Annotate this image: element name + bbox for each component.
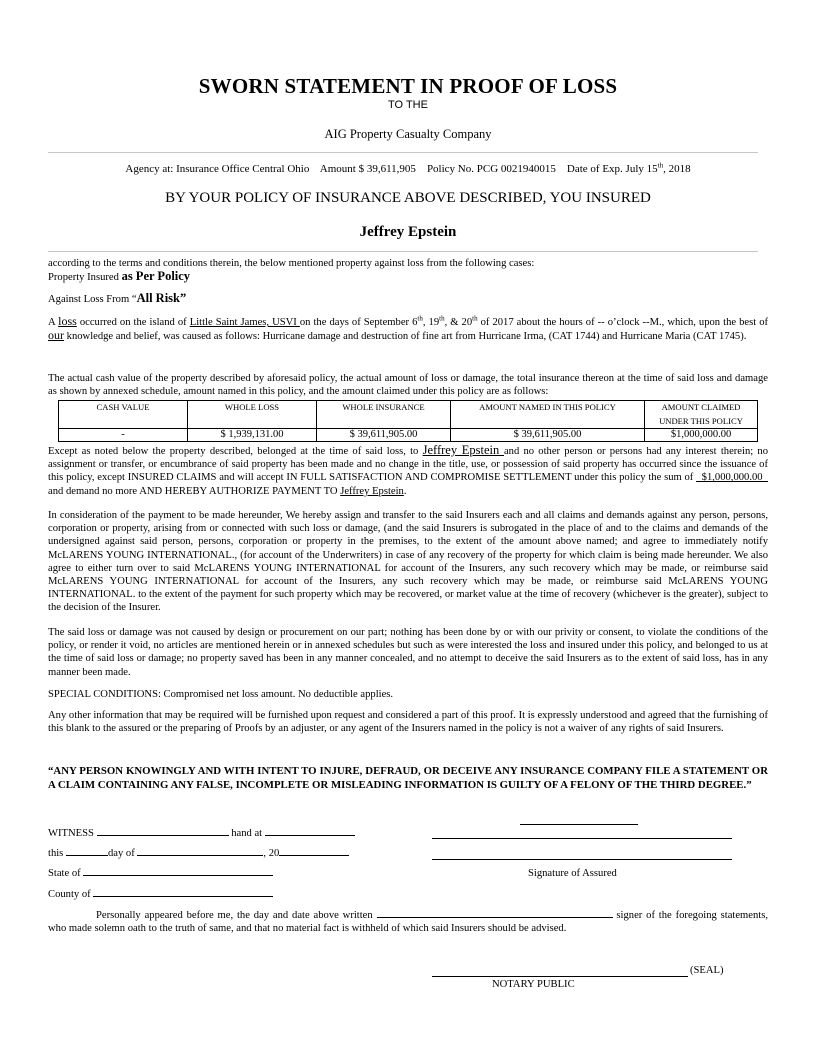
state-field[interactable] bbox=[83, 875, 273, 876]
county-field[interactable] bbox=[93, 896, 273, 897]
amount-claimed-cell: $1,000,000.00 bbox=[645, 429, 758, 442]
county-line: County of bbox=[48, 888, 378, 901]
other-info-paragraph: Any other information that may be required will be furnished upon request and considered a part of this proof. It is expressly understood and agreed that the furnishing of this blank to the assured or the preparing of Proofs by an adjuster, or any agent of the Insurers named in the policy is not a waiver of any rights of said Insurers. bbox=[48, 710, 768, 735]
hand-at-field[interactable] bbox=[265, 835, 355, 836]
divider bbox=[48, 251, 758, 252]
state-line: State of bbox=[48, 867, 378, 880]
divider bbox=[48, 152, 758, 153]
to-the-label: TO THE bbox=[388, 99, 428, 111]
witness-field[interactable] bbox=[97, 835, 229, 836]
loss-paragraph: A loss occurred on the island of Little Saint James, USVI on the days of September 6th, 19th, & 20th of 2017 about the hours of -- o’clock --M., which, upon the best of our knowledge and belief, was caused as follows: Hurricane damage and destruction of fine art from Hurricane Irma, (CAT 1744) and Hurricane Maria (CAT 1745). bbox=[48, 314, 769, 343]
fraud-warning: “ANY PERSON KNOWINGLY AND WITH INTENT TO INJURE, DEFRAUD, OR DECEIVE ANY INSURANCE COMPANY FILE A STATEMENT OR A CLAIM CONTAINING ANY FALSE, INCOMPLETE OR MISLEADING INFORMATION IS GUILTY OF A FELONY OF THE THIRD DEGREE.” bbox=[48, 765, 768, 791]
year-field[interactable] bbox=[279, 855, 349, 856]
signature-line[interactable] bbox=[432, 859, 732, 860]
insurer-company: AIG Property Casualty Company bbox=[324, 127, 492, 141]
amount-text: Amount $ 39,611,905 bbox=[319, 163, 416, 175]
insured-heading: BY YOUR POLICY OF INSURANCE ABOVE DESCRIBED, YOU INSURED bbox=[165, 190, 651, 206]
expiration-date: Date of Exp. July 15th, 2018 bbox=[566, 161, 691, 175]
notary-paragraph: Personally appeared before me, the day and date above written signer of the foregoing statements, who made solemn oath to the truth of same, and that no material fact is withheld of which said Insurers should be advised. bbox=[48, 910, 768, 935]
owner-name: Jeffrey Epstein bbox=[422, 443, 504, 457]
date-line: this day of , 20 bbox=[48, 847, 378, 860]
header-amount-named: AMOUNT NAMED IN THIS POLICY bbox=[451, 401, 645, 429]
amount-named-cell: $ 39,611,905.00 bbox=[451, 429, 645, 442]
design-paragraph: The said loss or damage was not caused by design or procurement on our part; nothing has been done by or with our privity or consent, to violate the conditions of the policy, or render it void, no articles are mentioned herein or in annexed schedules but such as were interested the loss and insured under this policy, and belonged to us at the time of said loss or damage; no property saved has been in any manner concealed, and no attempt to deceive the said Insurers as to the extent of said loss, has in any manner been made. bbox=[48, 627, 768, 678]
policy-number: Policy No. PCG 0021940015 bbox=[426, 163, 556, 175]
whole-loss-cell: $ 1,939,131.00 bbox=[188, 429, 317, 442]
signature-of-assured-label: Signature of Assured bbox=[528, 868, 617, 879]
loss-location: Little Saint James, USVI bbox=[189, 317, 300, 328]
whole-insurance-cell: $ 39,611,905.00 bbox=[317, 429, 451, 442]
except-paragraph: Except as noted below the property described, belonged at the time of said loss, to Jeffrey Epstein and no other person or persons had any interest therein; no assignment or transfer, or encumbrance of said property has been made and no change in the title, use, or possession of said property has occurred since the issuance of this policy, except INSURED CLAIMS and will accept IN FULL SATISFACTION AND COMPROMISE SETTLEMENT under this policy the sum of $1,000,000.00 and demand no more AND HEREBY AUTHORIZE PAYMENT TO Jeffrey Epstein. bbox=[48, 443, 769, 497]
special-conditions: SPECIAL CONDITIONS: Compromised net loss amount. No deductible applies. bbox=[48, 689, 394, 700]
claims-table-value-row bbox=[59, 429, 758, 442]
signature-line[interactable] bbox=[520, 824, 638, 825]
property-insured-value: as Per Policy bbox=[121, 269, 191, 284]
settlement-sum: $1,000,000.00 bbox=[696, 472, 768, 484]
header-amount-claimed: AMOUNT CLAIMED UNDER THIS POLICY bbox=[645, 401, 758, 429]
witness-line: WITNESS hand at bbox=[48, 827, 378, 840]
signer-field[interactable] bbox=[377, 917, 613, 918]
cash-value-paragraph: The actual cash value of the property described by aforesaid policy, the actual amount of loss or damage, the total insurance thereon at the time of said loss and damage as shown by annexed schedule, amount named in this policy, and the amount claimed under this policy are as follows: bbox=[48, 373, 768, 398]
against-loss-line: Against Loss From “All Risk” bbox=[48, 291, 187, 305]
insured-name: Jeffrey Epstein bbox=[359, 224, 457, 240]
document-title: SWORN STATEMENT IN PROOF OF LOSS bbox=[198, 74, 618, 98]
claims-table bbox=[58, 400, 758, 442]
payee-name: Jeffrey Epstein bbox=[340, 485, 404, 497]
day-field[interactable] bbox=[66, 855, 108, 856]
agency-line bbox=[48, 163, 768, 175]
claims-table-header-row bbox=[59, 401, 758, 429]
notary-public-label: NOTARY PUBLIC bbox=[492, 979, 575, 990]
seal-label: (SEAL) bbox=[690, 965, 724, 976]
consideration-paragraph: In consideration of the payment to be made hereunder, We hereby assign and transfer to the said Insurers each and all claims and demands against any person, persons, corporation or property, arising from or connected with such loss or damage, (and the said Insurers is subrogated in the place of and to the claims and demands of the undersigned against said person, persons, corporation or property in the premises, to the extent of the amount above named; and agree to immediately notify McLARENS YOUNG INTERNATIONAL., (for account of the Underwriters) in case of any recovery of the property for which claim is being made hereunder. We also agree to either turn over to said McLARENS YOUNG INTERNATIONAL for account of the Insurers, any such recovery which may be made, or reimburse said McLARENS YOUNG INTERNATIONAL for account of the Insurers, any such recovery which may be made, or reimburse said McLARENS YOUNG INTERNATIONAL. to the extent of the payment for such property which may be recovered, or market value at the time of recovery (whichever is the greater), subject to the decision of the Insurer. bbox=[48, 510, 768, 614]
header-whole-loss: WHOLE LOSS bbox=[188, 401, 317, 429]
signature-line[interactable] bbox=[432, 838, 732, 839]
property-insured-label: Property Insured bbox=[48, 272, 119, 284]
notary-signature-line[interactable] bbox=[432, 976, 688, 977]
header-cash-value: CASH VALUE bbox=[59, 401, 188, 429]
agency-text: Agency at: Insurance Office Central Ohio bbox=[125, 163, 310, 175]
cash-value-cell: - bbox=[59, 429, 188, 442]
header-whole-insurance: WHOLE INSURANCE bbox=[317, 401, 451, 429]
intro-text: according to the terms and conditions therein, the below mentioned property against loss from the following cases: Property Insured as Per Policy bbox=[48, 258, 535, 284]
month-field[interactable] bbox=[137, 855, 263, 856]
